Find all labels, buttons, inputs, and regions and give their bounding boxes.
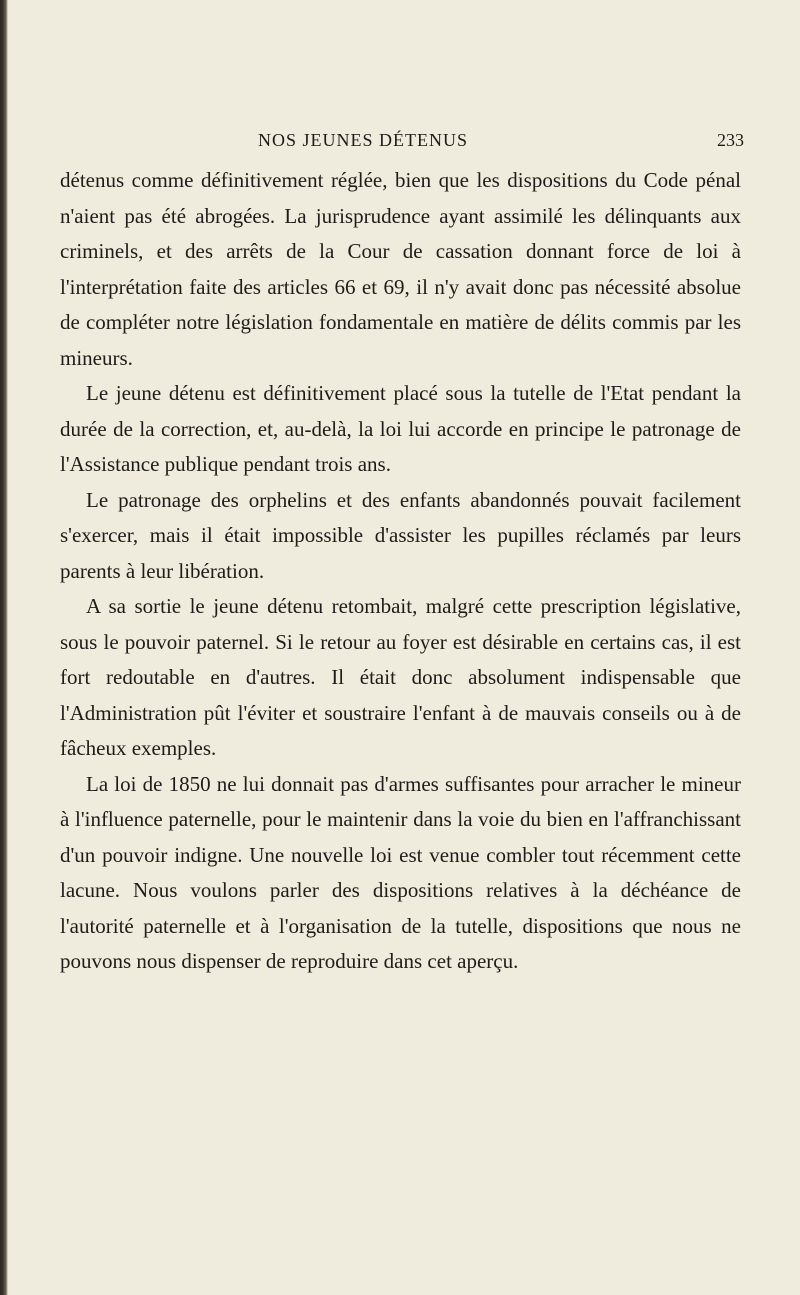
- running-head: [258, 130, 744, 154]
- paragraph-3: Le patronage des orphelins et des enfants abandonnés pouvait facilement s'exercer, mais il était impossible d'assister les pupilles réclamés par leurs parents à leur libération.: [60, 487, 741, 583]
- running-title: NOS JEUNES DÉTENUS: [258, 130, 469, 150]
- paragraph-2: Le jeune détenu est définitivement placé sous la tutelle de l'Etat pendant la durée de la correction, et, au-delà, la loi lui accorde en principe le patronage de l'Assistance publique pendant trois ans.: [60, 381, 741, 476]
- page-binding-edge: [0, 0, 8, 1295]
- paragraph-5: La loi de 1850 ne lui donnait pas d'armes suffisantes pour arracher le mineur à l'influence paternelle, pour le maintenir dans la voie du bien en l'affranchissant d'un pouvoir indigne. Une nouvelle loi est venue combler tout récemment cette lacune. Nous voulons parler des dispositions relatives à la déchéance de l'autorité paternelle et à l'organisation de la tutelle, dispositions que nous ne pouvons nous dispenser de reproduire dans cet aperçu.: [60, 771, 741, 973]
- paragraph-4: A sa sortie le jeune détenu retombait, malgré cette prescription législative, sous le pouvoir paternel. Si le retour au foyer est désirable en certains cas, il est fort redoutable en d'autres. Il était donc absolument indispensable que l'Administration pût l'éviter et soustraire l'enfant à de mauvais conseils ou à de fâcheux exemples.: [60, 594, 741, 760]
- body-text: [60, 163, 741, 980]
- page-number: 233: [717, 130, 744, 150]
- paragraph-1: détenus comme définitivement réglée, bien que les dispositions du Code pénal n'aient pas été abrogées. La jurisprudence ayant assimilé les délinquants aux criminels, et des arrêts de la Cour de cassation donnant force de loi à l'interprétation faite des articles 66 et 69, il n'y avait donc pas nécessité absolue de compléter notre législation fondamentale en matière de délits commis par les mineurs.: [60, 168, 741, 370]
